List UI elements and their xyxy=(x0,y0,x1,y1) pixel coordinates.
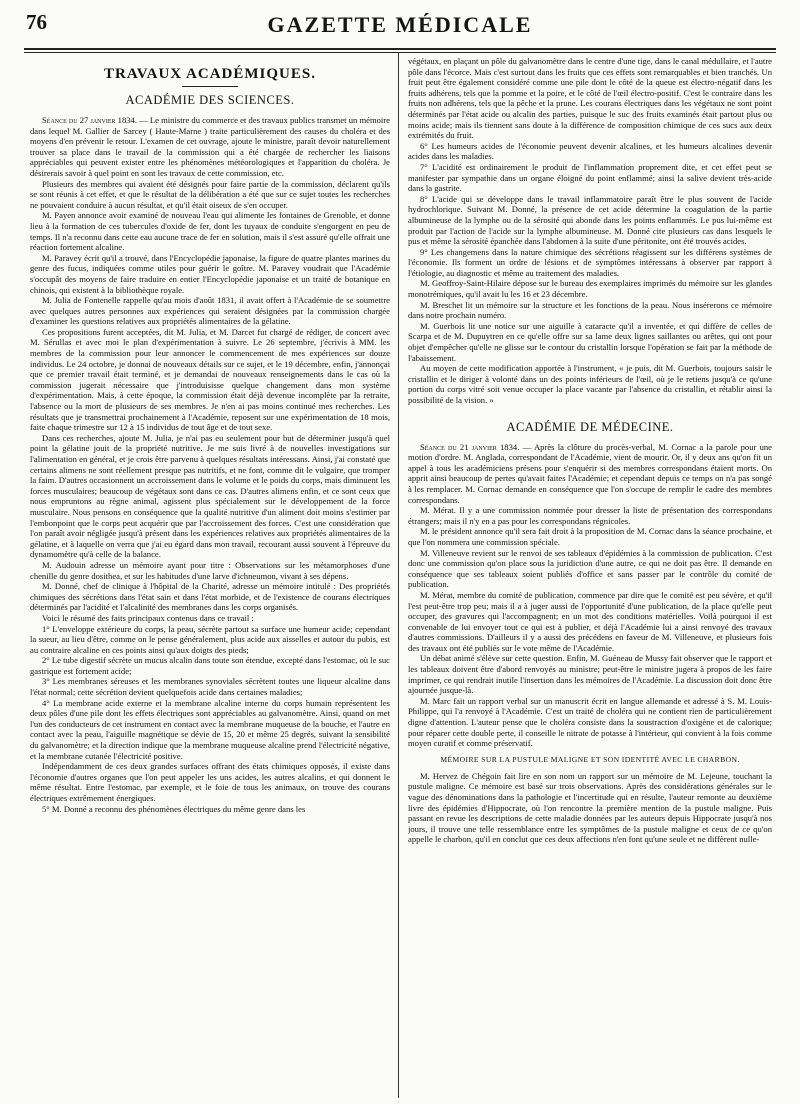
paragraph-text: — Après la clôture du procès-verbal, M. Cornac a la parole pour une motion d'ordre. M. Anglada, correspondant de l'Académie, vient de mourir. Or, il y deux ans qu'on fit un appel à tous les académiciens présens pour s'enquérir si des membres correspondans étaient morts. On apprit ainsi beaucoup de pertes qu'avait faites l'Académie; et cependant depuis ce temps on n'a pas songé à les remplacer. M. Cornac demande en conséquence que l'on s'occupe de remplir le cadre des membres correspondans. xyxy=(408,441,772,505)
list-item: 5° M. Donné a reconnu des phénomènes électriques du même genre dans les xyxy=(42,803,306,814)
list-item: 2° Le tube digestif sécrète un mucus alcalin dans toute son étendue, excepté dans l'estomac, où le suc gastrique est fortement acide; xyxy=(30,655,390,676)
paragraph: M. Mérat. Il y a une commission nommée pour dresser la liste de présentation des correspondans étrangers; mais il n'y en a pas pour les correspondans régnicoles. xyxy=(408,505,772,526)
page-header xyxy=(24,8,776,48)
section-title: TRAVAUX ACADÉMIQUES. xyxy=(104,66,316,82)
seance-label: Séance du 27 janvier 1834. xyxy=(42,115,137,125)
header-rule xyxy=(24,48,776,50)
paragraph: M. Payen annonce avoir examiné de nouveau l'eau qui alimente les fontaines de Grenoble, et donne lieu à la formation de ces tubercules d'oxide de fer, dont les tuyaux de conduite s'engorgent en peu de temps. Il n'a reconnu dans cette eau aucune trace de fer en solution, mais il s'est assuré qu'elle offrait une réaction fortement alcaline. xyxy=(30,210,390,253)
paragraph: végétaux, en plaçant un pôle du galvanomètre dans le centre d'une tige, dans le canal médullaire, et l'autre pôle dans l'écorce. Mais c'est surtout dans les fruits que ces effets sont remarquables et bien tranchés. Un fruit peut être également considéré comme une pile dont le côté de la queue est électro-négatif dans les fruits adhérens, tels que la pomme et la poire, et le côté de l'œil électro-positif. C'est le contraire dans les fruits non adhérens, tels que la pêche et la prune. Les courans électriques dans les végétaux ne sont point déterminés par l'état acide ou alcalin des parties, puisque le suc des fruits examinés était partout plus ou moins acide; mais ils tiennent sans doute à la différence de composition chimique de ces sucs aux deux extrémités du fruit. xyxy=(408,56,772,141)
paragraph: Un débat animé s'élève sur cette question. Enfin, M. Guéneau de Mussy fait observer que le rapport et les tableaux doivent être d'abord renvoyés au ministre; peut-être le ministre jugera à propos de les faire imprimer, ce qui rendrait inutile l'insertion dans les mémoires de l'Académie. La discussion doit donc être ajournée jusque-là. xyxy=(408,653,772,696)
paragraph: M. Donné, chef de clinique à l'hôpital de la Charité, adresse un mémoire intitulé : Des propriétés chimiques des sécrétions dans l'état sain et dans l'état morbide, et de l'existence de courans électriques déterminés par l'acidité et l'alcalinité des membranes dans les corps organisés. xyxy=(30,581,390,613)
paragraph: M. le président annonce qu'il sera fait droit à la proposition de M. Cornac dans la séance prochaine, et que l'on nommera une commission spéciale. xyxy=(408,526,772,547)
list-item: 9° Les changemens dans la nature chimique des sécrétions réagissent sur les différens systèmes de l'économie. Ils forment un ordre de lésions et de symptômes intéressans à observer par rapport à l'étiologie, au diagnostic et même au traitement des maladies. xyxy=(408,246,772,278)
section-title-rule xyxy=(182,86,238,87)
list-item: 6° Les humeurs acides de l'économie peuvent devenir alcalines, et les humeurs alcalines devenir acides dans les maladies. xyxy=(408,140,772,162)
paragraph: Plusieurs des membres qui avaient été désignés pour faire partie de la commission, déclarent qu'ils se sont réunis à cet effet, et que le résultat de la délibération a été que sur ce sujet toutes les recherches ne pouvaient conduire à aucun résultat, et qu'il était oiseux de s'en occuper. xyxy=(30,178,390,210)
paragraph: Indépendamment de ces deux grandes surfaces offrant des états chimiques opposés, il existe dans l'économie d'autres organes que l'on peut appeler les uns acides, les autres alcalins, et qui donnent le même résultat. Entre l'estomac, par exemple, et le foie de tous les animaux, on trouve des courans électriques extrêmement énergiques. xyxy=(30,761,390,803)
paragraph: M. Breschet lit un mémoire sur la structure et les fonctions de la peau. Nous insérerons ce mémoire dans notre prochain numéro. xyxy=(408,299,772,321)
journal-title: GAZETTE MÉDICALE xyxy=(267,12,533,37)
paragraph: M. Villeneuve revient sur le renvoi de ses tableaux d'épidémies à la commission de publication. C'est donc une commission qu'on place sous la juridiction d'une autre, ce qui ne doit pas être. Il demande en conséquence que ses tableaux soient publiés d'office et sans passer par le contrôle du comité de publication. xyxy=(408,547,772,590)
right-column xyxy=(408,56,772,1100)
column-separator xyxy=(398,52,399,1098)
list-item: 1° L'enveloppe extérieure du corps, la peau, sécrète partout sa surface une humeur acide; cependant la sueur, au lieu d'être, comme on le pense généralement, plus acide aux aisselles et autour du pubis, est au contraire alcaline en ces points ainsi qu'aux doigts des pieds; xyxy=(30,623,390,655)
paragraph: Voici le résumé des faits principaux contenus dans ce travail : xyxy=(42,612,254,623)
page-number: 76 xyxy=(26,10,47,34)
paragraph xyxy=(408,442,772,506)
memoire-title: MÉMOIRE SUR LA PUSTULE MALIGNE ET SON IDENTITÉ AVEC LE CHARBON. xyxy=(440,754,740,764)
list-item: 8° L'acide qui se développe dans le travail inflammatoire paraît être le plus souvent de l'acide hydrochlorique. Suivant M. Donné, la présence de cet acide détermine la coagulation de la partie albumineuse de la lymphe ou de la sérosité qui abonde dans les points enflammés. Le pus lui-même est produit par l'action de l'acide sur la lymphe albumineuse. M. Donné cite plusieurs cas dans lesquels le pus et même la sérosité épanchée dans l'abdomen à la suite d'une péritonite, ont été trouvés acides. xyxy=(408,193,772,247)
paragraph: M. Hervez de Chégoin fait lire en son nom un rapport sur un mémoire de M. Lejeune, touchant la pustule maligne. Ce mémoire est basé sur trois observations. Après des considérations générales sur le vague des dénominations dans la pathologie et l'incertitude qui en résulte, l'auteur remonte au deuxième livre des épidémies d'Hippocrate, où l'on rencontre la première mention de la pustule maligne. Puis passant en revue les descriptions de cette maladie données par les auteurs depuis Hippocrate jusqu'à nos jours, il trouve une telle ressemblance entre les symptômes de la pustule maligne et ceux de ce qu'on appelle le charbon, qu'il en conclut que ces deux affections n'en font qu'une seule et ne diffèrent nulle- xyxy=(408,770,772,845)
paragraph: M. Guerbois lit une notice sur une aiguille à cataracte qu'il a inventée, et qui diffère de celles de Scarpa et de M. Dupuytren en ce qu'elle offre sur sa lame deux lignes saillantes ou arêtes, qui ont pour objet d'empêcher qu'elle ne glisse sur le contour du cristallin lorsque l'opération se fait par la méthode de l'abaissement. xyxy=(408,320,772,363)
paragraph: M. Audouin adresse un mémoire ayant pour titre : Observations sur les métamorphoses d'une chenille du genre dosithea, et sur les habitudes d'une larve d'ichneumon, vivant à ses dépens. xyxy=(30,559,390,581)
paragraph: M. Geoffroy-Saint-Hilaire dépose sur le bureau des exemplaires imprimés du mémoire sur les glandes monotrémiques, qu'il avait lu les 16 et 23 décembre. xyxy=(408,278,772,300)
paragraph: Dans ces recherches, ajoute M. Julia, je n'ai pas eu seulement pour but de déterminer jusqu'à quel point la gélatine jouit de la propriété nutritive. Je me suis livré à de nouvelles investigations sur l'alimentation en général, et je crois être parvenu à quelques résultats intéressans. Ainsi, j'ai constaté que certains alimens ne sont réellement presque pas nutritifs, et ne font, comme dit le vulgaire, que tromper la faim. D'autres occasionnent un accroissement dans le volume et le poids du corps, mais diminuent les forces musculaires; beaucoup de végétaux sont dans ce cas. D'autres alimens enfin, et ce sont ceux que nous empruntons au règne animal, agissent plus spécialement sur le développement de la force musculaire. Nous pensons en conséquence que la qualité nutritive d'un aliment doit moins s'estimer par l'embonpoint que le corps peut acquérir que par l'accroissement des forces. C'est une considération que l'on paraît avoir négligée jusqu'à présent dans les expériences relatives aux propriétés alimentaires de la gélatine, et à laquelle on verra que j'ai eu égard dans mon travail, recourant aussi souvent à l'épreuve du dynamomètre qu'à celle de la balance. xyxy=(30,432,390,560)
paragraph: Ces propositions furent acceptées, dit M. Julia, et M. Darcet fut chargé de rédiger, de concert avec M. Sérullas et avec moi le plan d'expérimentation à suivre. Le 26 septembre, j'écrivis à MM. les membres de la commission pour leur annoncer le commencement de mes expériences sur douze individus. Le 24 octobre, je donnai de nouveaux détails sur ce sujet, et le 19 décembre, enfin, j'annonçai que ce premier travail était terminé, et je demandai de nouveaux renseignements dans le cas où la commission jugerait nécessaire que j'introduisisse quelque changement dans mon système d'expérimentation. Mais, à cette époque, la commission était déjà devenue incomplète par la retraite, l'absence ou la mort de plusieurs de ses membres. Je n'en ai pas moins continué mes recherches. Les résultats que je transmettrai prochainement à l'Académie, reposent sur une expérimentation de 18 mois, faite chaque trimestre sur 12 à 15 individus de tout âge et de tout sexe. xyxy=(30,326,390,433)
paragraph: M. Julia de Fontenelle rappelle qu'au mois d'août 1831, il avait offert à l'Académie de se soumettre avec quelques autres personnes aux expériences qui seraient désignées par la commission chargée d'examiner les questions relatives aux propriétés alimentaires de la gélatine. xyxy=(30,295,390,327)
list-item: 3° Les membranes séreuses et les membranes synoviales sécrètent toutes une liqueur alcaline dans l'état normal; cette sécrétion devient quelquefois acide dans certaines maladies; xyxy=(30,676,390,698)
header-rule-thin xyxy=(24,52,776,53)
paragraph: M. Marc fait un rapport verbal sur un manuscrit écrit en langue allemande et adressé à S. M. Louis-Philippe, qui l'a renvoyé à l'Académie. C'est un traité de choléra qui ne contient rien de particulièrement digne d'attention. L'auteur pense que le choléra consiste dans la soustraction d'oxigène et de calorique; pour réparer cette double perte, il conseille le nitrate de potasse à l'intérieur, qui convient à la fois comme moyen curatif et comme préservatif. xyxy=(408,695,772,749)
left-column xyxy=(30,56,390,1100)
list-item: 7° L'acidité est ordinairement le produit de l'inflammation proprement dite, et cet effet peut se manifester par sympathie dans un organe éloigné du point enflammé; ainsi la salive devient très-acide dans la gastrite. xyxy=(408,161,772,194)
seance-label: Séance du 21 janvier 1834. xyxy=(420,441,520,452)
paragraph-text: — Le ministre du commerce et des travaux publics transmet un mémoire dans lequel M. Gallier de Sarcey ( Haute-Marne ) traite particulièrement des causes du choléra et des moyens d'en prévenir le retour. L'examen de cet ouvrage, ajoute le ministre, paraît devoir naturellement trouver sa place dans le travail de la commission qui a été chargée de rechercher les liaisons appréciables qui peuvent exister entre les phénomènes météorologiques et l'apparition du choléra. Je désirerais savoir à quel point en sont les travaux de cette commission, etc. xyxy=(30,115,390,178)
paragraph: M. Mérat, membre du comité de publication, commence par dire que le comité est peu sévère, et qu'il l'est peut-être trop peu; mais il a à juger aussi de l'opportunité d'une publication, de la place qu'elle peut occuper, des gravures qui l'accompagnent; en un mot des conditions matérielles. Voilà pourquoi il est convenable de lui envoyer tout ce qui est à publier, et déjà l'Académie lui a ainsi renvoyé des travaux d'autres commissions. D'ailleurs il y a aussi des précédens en faveur de M. Villeneuve, et plusieurs fois des travaux ont été publiés sur le vote même de l'Académie. xyxy=(408,589,772,653)
academy-medecine-title: ACADÉMIE DE MÉDECINE. xyxy=(506,419,674,434)
paragraph: M. Paravey écrit qu'il a trouvé, dans l'Encyclopédie japonaise, la figure de quatre plantes marines du genre des fucus, indiquées comme utiles pour guérir le goître. M. Paravey voudrait que l'Académie s'occupât des moyens de faire traduire en entier l'Encyclopédie japonaise et un traité de botanique en chinois, qui existent à la bibliothèque royale. xyxy=(30,252,390,295)
paragraph xyxy=(30,115,390,179)
paragraph: Au moyen de cette modification apportée à l'instrument, « je puis, dit M. Guerbois, toujours saisir le cristallin et le diriger à volonté dans un des points inférieurs de l'œil, où je le retiens jusqu'à ce qu'une portion du corps vitré soit venue occuper la place vacante par l'absence du cristallin, et rétablir ainsi la possibilité de la vision. » xyxy=(408,363,772,405)
list-item: 4° La membrane acide externe et la membrane alcaline interne du corps humain représentent les deux pôles d'une pile dont les effets électriques sont appréciables au galvanomètre. Ainsi, quand on met l'un des conducteurs de cet instrument en contact avec la membrane muqueuse de la bouche, et l'autre en contact avec la peau, l'aiguille magnétique se dévie de 15, 20 et même 25 degrés, suivant la sensibilité du galvanomètre; et la direction indique que la membrane muqueuse alcaline prend l'électricité négative, et la membrane cutanée l'électricité positive. xyxy=(30,697,390,761)
academy-sciences-title: ACADÉMIE DES SCIENCES. xyxy=(125,93,295,107)
